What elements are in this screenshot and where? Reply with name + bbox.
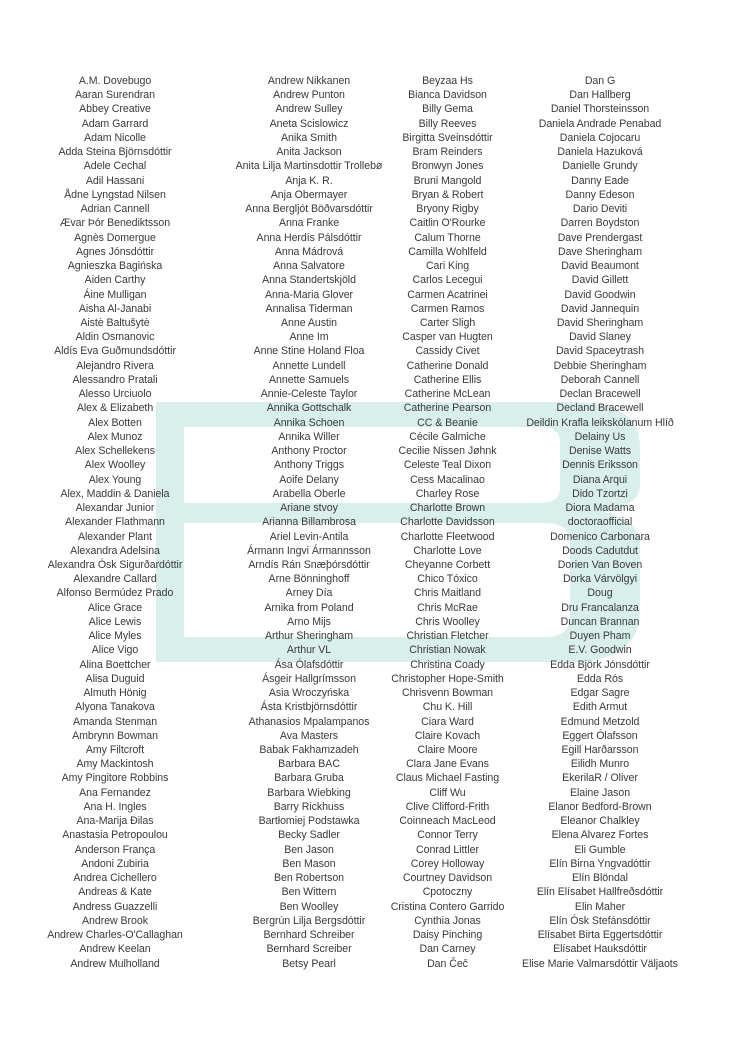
supporter-name: Annika Gottschalk (266, 402, 352, 415)
supporter-name: Connor Terry (417, 829, 478, 842)
supporter-name: Alice Lewis (88, 615, 142, 628)
supporter-name: Anna Salvatore (273, 260, 345, 273)
supporter-name: Chris McRae (417, 601, 478, 614)
supporter-name: Bryan & Robert (411, 188, 484, 201)
supporter-name: Chico Tóxico (417, 573, 478, 586)
supporter-name: Doug (587, 587, 613, 600)
supporter-name: CC & Beanie (417, 416, 478, 429)
supporter-name: Danny Edeson (565, 188, 635, 201)
supporter-name: Elín Ósk Stefánsdóttir (549, 914, 651, 927)
supporter-name: Aldin Osmanovic (75, 331, 155, 344)
supporter-name: Arnika from Poland (264, 601, 354, 614)
supporter-name: Chris Maitland (413, 587, 481, 600)
supporter-name: Daniel Thorsteinsson (550, 103, 650, 116)
supporter-name: Chu K. Hill (422, 701, 473, 714)
supporter-name: Alessandro Pratali (72, 373, 158, 386)
supporter-name: Amy Mackintosh (76, 758, 154, 771)
supporter-name: Bianca Davidson (408, 89, 487, 102)
supporter-name: Courtney Davidson (402, 872, 493, 885)
supporter-name: Bruni Mangold (413, 174, 482, 187)
supporter-name: Cliff Wu (429, 786, 466, 799)
supporter-name: Andrew Mulholland (70, 957, 160, 970)
supporter-name: Dorka Várvölgyi (562, 573, 638, 586)
supporter-name: Barbara Wiebking (267, 786, 351, 799)
supporter-name: Arthur Sheringham (264, 630, 354, 643)
supporter-name: Cynthia Jonas (414, 914, 481, 927)
supporter-name: Dave Sheringham (557, 245, 643, 258)
supporter-name: Babak Fakhamzadeh (259, 744, 359, 757)
supporter-name: Agnes Jónsdóttir (75, 245, 155, 258)
supporter-name: Adele Cechal (83, 160, 147, 173)
supporter-name: Dorien Van Boven (557, 558, 643, 571)
supporter-name: Alex Schellekens (75, 445, 155, 458)
supporter-name: Catherine McLean (404, 388, 491, 401)
supporter-name: Abbey Creative (79, 103, 151, 116)
supporter-name: Domenico Carbonara (550, 530, 650, 543)
supporter-name: Duncan Brannan (560, 615, 640, 628)
supporter-name: Adam Nicolle (84, 131, 146, 144)
supporter-name: Ariane stvoy (280, 502, 338, 515)
supporter-name: David Sheringham (556, 316, 644, 329)
supporter-name: Duyen Pham (569, 630, 631, 643)
supporter-name: Alexandra Ósk Sigurðardóttir (47, 558, 183, 571)
supporter-name: Billy Gema (422, 103, 473, 116)
supporter-name: Dru Francalanza (561, 601, 639, 614)
supporter-name: Eli Gumble (574, 843, 626, 856)
supporter-name: Daniela Andrade Penabad (538, 117, 662, 130)
supporter-name: Anderson França (74, 843, 156, 856)
supporter-name: Elanor Bedford-Brown (548, 800, 652, 813)
supporter-name: Alex, Maddin & Daniela (60, 487, 170, 500)
supporter-name: Eleanor Chalkley (560, 815, 640, 828)
supporter-name: Andrew Punton (273, 89, 345, 102)
supporter-name: Agnieszka Bagińska (67, 260, 163, 273)
supporter-name: Cecilie Nissen Jøhnk (398, 445, 497, 458)
supporter-name: Elín Birna Yngvadóttir (549, 857, 651, 870)
supporter-name: Anna Bergljót Böðvarsdóttir (245, 203, 373, 216)
supporter-name: Anika Smith (281, 131, 337, 144)
supporter-name: Annette Samuels (269, 373, 349, 386)
supporter-name: Ben Wittern (281, 886, 337, 899)
supporter-name: Claus Michael Fasting (395, 772, 500, 785)
supporter-name: Aaran Surendran (75, 89, 155, 102)
supporter-name: Annika Willer (278, 430, 340, 443)
supporter-name: Andrew Sulley (275, 103, 343, 116)
supporter-name: Aisha Al-Janabi (78, 302, 152, 315)
supporter-name: Chris Woolley (415, 615, 480, 628)
supporter-name: Delainy Us (574, 430, 626, 443)
supporter-name: Deildin Krafla leikskólanum Hlíð (526, 416, 674, 429)
supporter-name: Ana H. Ingles (83, 800, 147, 813)
supporter-name: Alexandar Junior (75, 502, 155, 515)
supporter-name: Caitlin O'Rourke (409, 217, 486, 230)
supporter-name: Betsy Pearl (282, 957, 336, 970)
supporter-name: Diana Arqui (572, 473, 628, 486)
supporter-name: Aoife Delany (279, 473, 339, 486)
supporter-name: Annalisa Tiderman (265, 302, 353, 315)
supporter-name: Aldís Eva Guðmundsdóttir (54, 345, 176, 358)
supporter-name: Adam Garrard (81, 117, 149, 130)
supporter-name: Cassidy Civet (415, 345, 480, 358)
supporter-name: Catherine Pearson (403, 402, 492, 415)
supporter-name: Edith Armut (572, 701, 628, 714)
supporter-name: doctoraofficial (567, 516, 633, 529)
supporter-name: Doods Cadutdut (562, 544, 638, 557)
supporter-name: Ben Robertson (273, 872, 345, 885)
supporter-name: Becky Sadler (278, 829, 340, 842)
supporter-name: Coinneach MacLeod (399, 815, 496, 828)
supporter-name: Anthony Triggs (274, 459, 344, 472)
supporter-name: Ásta Kristbjörnsdóttir (260, 701, 358, 714)
supporter-name: Alejandro Rivera (76, 359, 154, 372)
supporter-name: Bronwyn Jones (411, 160, 484, 173)
supporter-name: Cari King (425, 260, 470, 273)
supporter-name: Áine Mulligan (83, 288, 147, 301)
supporter-name: Eggert Ólafsson (562, 729, 638, 742)
supporter-name: Asia Wroczyńska (268, 687, 350, 700)
supporter-name: Adil Hassani (85, 174, 145, 187)
supporter-name: Anne Stine Holand Floa (253, 345, 365, 358)
supporter-name: Alesso Urciuolo (78, 388, 152, 401)
supporter-name: Ciara Ward (421, 715, 474, 728)
supporter-name: Bergrún Lilja Bergsdóttir (252, 914, 366, 927)
supporter-name: Alyona Tanakova (75, 701, 155, 714)
supporter-name: Andrew Nikkanen (267, 75, 351, 87)
supporter-name: Daniela Cojocaru (559, 131, 641, 144)
supporter-name: Barbara Gruba (274, 772, 344, 785)
supporter-name: Anita Lilja Martinsdottir Trollebø (235, 160, 383, 173)
supporter-name: Billy Reeves (418, 117, 477, 130)
supporter-name: Ana-Marija Đilas (76, 815, 154, 828)
supporter-name: Anne Austin (281, 316, 337, 329)
supporter-name: Amanda Stenman (72, 715, 158, 728)
supporter-name: Christopher Hope-Smith (391, 672, 504, 685)
supporter-name: Elísabet Hauksdóttir (553, 943, 647, 956)
supporter-name: Anna Standertskjöld (262, 274, 356, 287)
supporter-name: Eilidh Munro (570, 758, 630, 771)
supporter-name: Daniela Hazuková (557, 146, 643, 159)
supporter-name: Cess Macalinao (410, 473, 485, 486)
supporter-name: Barry Rickhuss (273, 800, 345, 813)
name-column-1 (24, 74, 206, 971)
supporter-name: Arthur VL (286, 644, 332, 657)
supporter-name: Arney Día (285, 587, 333, 600)
supporter-name: Agnès Domergue (74, 231, 156, 244)
supporter-name: Charley Rose (415, 487, 480, 500)
supporter-name: Alina Boettcher (79, 658, 151, 671)
supporter-name: Charlotte Brown (409, 502, 486, 515)
supporter-name: Darren Boydston (560, 217, 640, 230)
supporter-name: Bram Reinders (412, 146, 483, 159)
supporter-name: Ben Woolley (279, 900, 339, 913)
supporter-name: Adrian Cannell (80, 203, 150, 216)
supporter-name: E.V. Goodwin (568, 644, 632, 657)
supporter-name: Almuth Hönig (83, 687, 147, 700)
supporter-name: Catherine Ellis (413, 373, 482, 386)
supporter-name: Anna Mádrová (274, 245, 344, 258)
supporter-name: Bartłomiej Podstawka (258, 815, 360, 828)
supporter-name: Ævar Þór Benediktsson (59, 217, 171, 230)
supporter-name: Bryony Rigby (416, 203, 479, 216)
supporter-name: Alisa Duguid (85, 672, 145, 685)
supporter-name: Alex Young (88, 473, 142, 486)
supporter-name: A.M. Dovebugo (78, 75, 152, 87)
supporter-name: Daisy Pinching (412, 929, 483, 942)
supporter-name: Andrew Brook (82, 914, 148, 927)
supporter-name: Dido Tzortzi (572, 487, 628, 500)
supporter-name: Decland Bracewell (556, 402, 644, 415)
supporter-name: EkerilaR / Oliver (562, 772, 638, 785)
supporter-name: Elín Elísabet Hallfreðsdóttir (536, 886, 664, 899)
supporter-name: Elena Alvarez Fortes (551, 829, 649, 842)
name-column-4 (507, 74, 693, 971)
supporter-name: Barbara BAC (278, 758, 340, 771)
supporter-name: Alex & Elizabeth (76, 402, 154, 415)
supporter-name: Corey Holloway (410, 857, 485, 870)
supporter-name: Christian Fletcher (406, 630, 489, 643)
supporter-name: Ármann Ingvi Ármannsson (247, 544, 371, 557)
supporter-name: Bernhard Schreiber (263, 929, 355, 942)
supporter-name: David Spaceytrash (555, 345, 645, 358)
supporter-name: Catherine Donald (406, 359, 489, 372)
supporter-name: Ásgeir Hallgrímsson (262, 672, 356, 685)
supporter-name: Alfonso Bermúdez Prado (56, 587, 174, 600)
supporter-name: Arabella Oberle (272, 487, 346, 500)
supporter-name: Arno Mijs (287, 615, 331, 628)
supporter-name: Charlotte Fleetwood (400, 530, 495, 543)
supporter-name: Bernhard Screiber (266, 943, 352, 956)
supporter-name: Anne Im (289, 331, 329, 344)
supporter-name: Claire Moore (417, 744, 478, 757)
supporter-name: Elin Maher (574, 900, 626, 913)
supporter-name: Andrew Keelan (79, 943, 151, 956)
supporter-name: Ana Fernandez (79, 786, 151, 799)
supporter-name: Ariel Levin-Antila (269, 530, 349, 543)
supporter-name: Anthony Proctor (271, 445, 347, 458)
supporter-name: Anita Jackson (276, 146, 342, 159)
supporter-name: Carlos Lecegui (412, 274, 483, 287)
supporter-name: Alex Munoz (87, 430, 143, 443)
supporter-name: Anastasia Petropoulou (62, 829, 168, 842)
supporter-name: Chrisvenn Bowman (401, 687, 494, 700)
supporter-name: Christian Nowak (409, 644, 486, 657)
supporter-name: Dan Carney (419, 943, 476, 956)
supporter-name: Cheyanne Corbett (404, 558, 491, 571)
supporter-name: Edmund Metzold (560, 715, 640, 728)
supporter-name: Alice Grace (87, 601, 143, 614)
supporter-name: Camilla Wohlfeld (408, 245, 487, 258)
supporter-name: Clive Clifford-Frith (405, 800, 490, 813)
supporter-name: Conrad Littler (416, 843, 479, 856)
supporter-name: Charlotte Love (413, 544, 482, 557)
supporter-name: Annie-Celeste Taylor (260, 388, 358, 401)
supporter-name: Debbie Sheringham (553, 359, 647, 372)
supporter-name: Ben Mason (282, 857, 336, 870)
supporter-name: Dennis Eriksson (562, 459, 638, 472)
supporter-name: Christina Coady (410, 658, 485, 671)
supporter-name: Celeste Teal Dixon (403, 459, 492, 472)
name-column-3 (370, 74, 525, 971)
supporter-name: Carter Sligh (419, 316, 476, 329)
supporter-name: Carmen Acatrinei (407, 288, 488, 301)
supporter-name: Elísabet Birta Eggertsdóttir (537, 929, 663, 942)
supporter-name: Alexander Flathmann (65, 516, 165, 529)
supporter-name: Ben Jason (284, 843, 334, 856)
supporter-name: Edda Rós (576, 672, 624, 685)
supporter-name: Dave Prendergast (557, 231, 643, 244)
supporter-name: Ava Masters (279, 729, 339, 742)
supporter-name: David Jannequin (560, 302, 640, 315)
supporter-name: Aistė Baltušytė (80, 316, 150, 329)
supporter-name: Danny Eade (571, 174, 629, 187)
supporter-name: Ása Ólafsdóttir (274, 658, 344, 671)
supporter-name: Alice Myles (88, 630, 142, 643)
supporter-name: Anna-Maria Glover (264, 288, 354, 301)
supporter-name: Diora Madama (565, 502, 635, 515)
supporter-name: Edda Björk Jónsdóttir (550, 658, 650, 671)
supporter-name: Dan G (584, 75, 616, 87)
supporter-name: Andreas & Kate (78, 886, 152, 899)
supporter-name: Declan Bracewell (559, 388, 641, 401)
supporter-name: David Beaumont (561, 260, 639, 273)
supporter-name: Birgitta Sveinsdóttir (402, 131, 493, 144)
supporter-name: Alex Woolley (84, 459, 146, 472)
supporter-name: Anna Franke (278, 217, 340, 230)
supporter-name: Andoni Zubiria (81, 857, 149, 870)
supporter-name: Egill Harðarsson (561, 744, 639, 757)
supporter-name: Dan Hallberg (569, 89, 631, 102)
supporter-name: Athanasios Mpalampanos (248, 715, 370, 728)
supporter-name: Clara Jane Evans (406, 758, 489, 771)
supporter-name: Anna Herdís Pálsdóttir (256, 231, 362, 244)
supporter-name: Arne Bönninghoff (268, 573, 350, 586)
supporter-name: Claire Kovach (414, 729, 481, 742)
supporter-name: Cristina Contero Garrido (390, 900, 505, 913)
supporter-name: Charlotte Davidsson (400, 516, 495, 529)
supporter-name: Elín Blöndal (572, 872, 628, 885)
supporter-name: Casper van Hugten (402, 331, 493, 344)
supporter-name: Cpotoczny (422, 886, 473, 899)
supporter-name: Amy Filtcroft (85, 744, 145, 757)
supporter-name: Amy Pingitore Robbins (61, 772, 169, 785)
supporter-name: Dario Deviti (572, 203, 628, 216)
supporter-name: Deborah Cannell (560, 373, 640, 386)
supporter-name: Arianna Billambrosa (262, 516, 356, 529)
supporter-name: Alexander Plant (77, 530, 153, 543)
supporter-name: Arndís Rán Snæþórsdóttir (248, 558, 370, 571)
supporter-name: Andrew Charles-O'Callaghan (47, 929, 183, 942)
supporter-name: Alex Botten (88, 416, 142, 429)
supporter-name: Aneta Scislowicz (269, 117, 349, 130)
supporter-name: Danielle Grundy (562, 160, 638, 173)
supporter-name: David Slaney (569, 331, 631, 344)
supporter-name: Ambrynn Bowman (72, 729, 158, 742)
supporter-name: Aiden Carthy (84, 274, 146, 287)
supporter-name: Ådne Lyngstad Nilsen (64, 188, 166, 201)
supporter-name: Adda Steina Björnsdóttir (58, 146, 172, 159)
supporter-name: Dan Čeč (427, 957, 468, 970)
supporter-name: Annika Schoen (273, 416, 345, 429)
supporter-name: Beyzaa Hs (422, 75, 473, 87)
supporter-name: Alice Vigo (91, 644, 139, 657)
supporter-name: Andrea Cichellero (73, 872, 157, 885)
supporter-name: Elaine Jason (569, 786, 631, 799)
supporter-name: Carmen Ramos (410, 302, 485, 315)
supporter-name: Denise Watts (568, 445, 631, 458)
supporter-name: Edgar Sagre (570, 687, 630, 700)
supporter-name: Cécile Galmiche (409, 430, 486, 443)
supporter-name: Anja K. R. (285, 174, 333, 187)
supporter-name: Elise Marie Valmarsdóttir Väljaots (522, 957, 678, 970)
supporter-name: David Goodwin (564, 288, 636, 301)
supporter-name: Calum Thorne (414, 231, 481, 244)
supporter-name: Andress Guazzelli (72, 900, 158, 913)
supporter-name: Anja Obermayer (270, 188, 348, 201)
supporter-name: David Gillett (571, 274, 629, 287)
supporter-name: Alexandre Callard (73, 573, 157, 586)
supporter-name: Alexandra Adelsina (70, 544, 160, 557)
supporter-name: Annette Lundell (272, 359, 346, 372)
